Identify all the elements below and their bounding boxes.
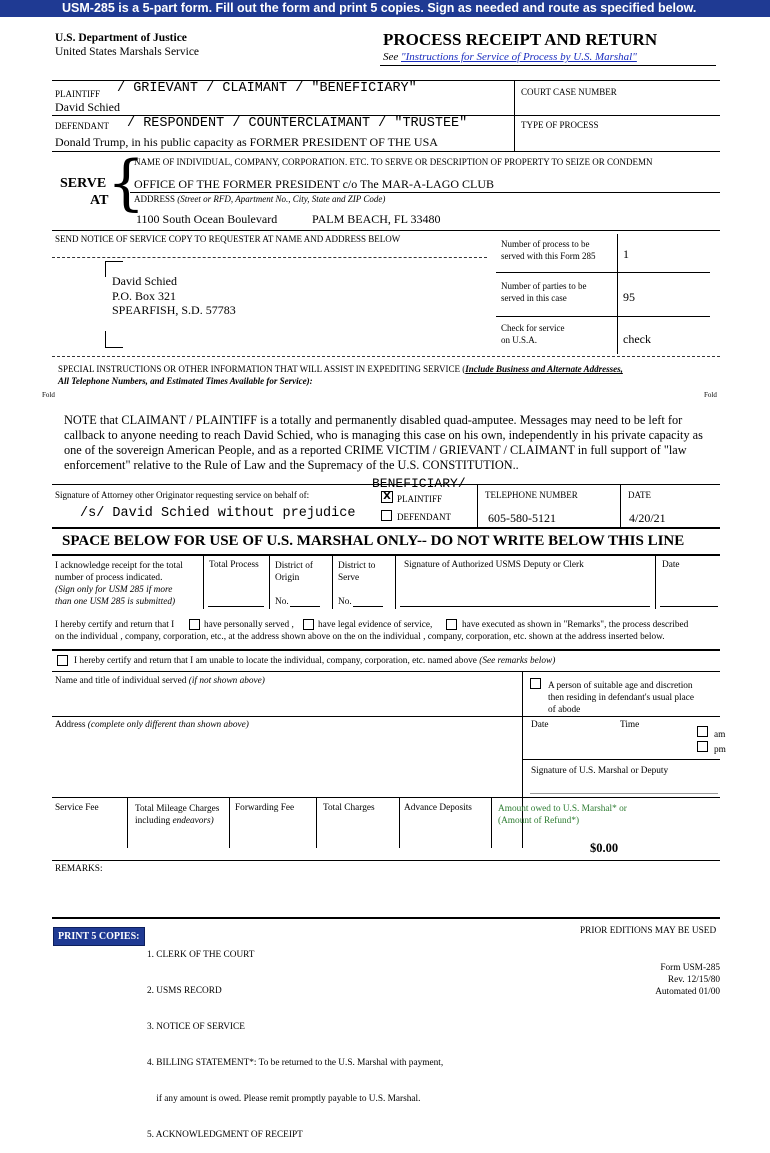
personally-served-checkbox[interactable] [189, 619, 200, 630]
total-process-label: Total Process [209, 560, 259, 570]
date-value[interactable]: 4/20/21 [629, 511, 666, 525]
copies-list [147, 925, 443, 1153]
form-title: PROCESS RECEIPT AND RETURN [383, 30, 658, 49]
executed-checkbox[interactable] [446, 619, 457, 630]
check-service-value[interactable]: check [623, 332, 651, 346]
form-info: Form USM-285 Rev. 12/15/80 Automated 01/00 [655, 963, 720, 997]
plaintiff-option-label: PLAINTIFF [397, 494, 443, 504]
ack-date-label: Date [662, 560, 680, 570]
forwarding-fee-label: Forwarding Fee [235, 803, 295, 813]
served-date-label: Date [531, 720, 549, 730]
marshal-signature-label: Signature of U.S. Marshal or Deputy [531, 766, 669, 776]
suitable-age-label: A person of suitable age and discretion then residing in defendant's usual place of abode [548, 681, 694, 715]
marshal-only-header: SPACE BELOW FOR USE OF U.S. MARSHAL ONLY-- DO NOT WRITE BELOW THIS LINE [62, 533, 685, 549]
service-fee-label: Service Fee [55, 803, 99, 813]
unable-locate-label: I hereby certify and return that I am unable to locate the individual, company, corporation, etc. named above (See remarks below) [74, 656, 556, 666]
defendant-option-label: DEFENDANT [397, 512, 451, 522]
process-count-value[interactable]: 1 [623, 247, 629, 261]
parties-count-value[interactable]: 95 [623, 290, 635, 304]
legal-evidence-checkbox[interactable] [303, 619, 314, 630]
signature-typed-overlay: BENEFICIARY/ [372, 476, 466, 491]
parties-count-label: Number of parties to be served in this case [501, 281, 587, 303]
court-case-number-label: COURT CASE NUMBER [521, 87, 617, 97]
serve-address-label: ADDRESS (Street or RFD, Apartment No., City, State and ZIP Code) [134, 194, 386, 204]
serve-at-label: AT [90, 193, 109, 208]
special-instructions-label: SPECIAL INSTRUCTIONS OR OTHER INFORMATION THAT WILL ASSIST IN EXPEDITING SERVICE (Include Business and Alternate Addresses, [58, 364, 623, 374]
certify-line-1: I hereby certify and return that I [55, 620, 175, 630]
notice-address-line2[interactable]: P.O. Box 321 [112, 289, 177, 303]
notice-address-line3[interactable]: SPEARFISH, S.D. 57783 [112, 303, 236, 317]
agency-dept: U.S. Department of Justice [55, 32, 187, 44]
process-count-label: Number of process to be served with this Form 285 [501, 239, 596, 261]
remarks-label: REMARKS: [55, 864, 103, 874]
am-checkbox[interactable] [697, 726, 708, 737]
suitable-age-checkbox[interactable] [530, 678, 541, 689]
agency-service: United States Marshals Service [55, 46, 200, 58]
legal-evidence-label: have legal evidence of service, [318, 620, 433, 630]
fold-right: Fold [704, 391, 717, 399]
copy-1: 1. CLERK OF THE COURT [147, 950, 255, 960]
amount-owed-label: Amount owed to U.S. Marshal* or (Amount of Refund*) [498, 804, 627, 826]
district-origin-no: No. [275, 597, 289, 607]
served-address-label: Address (complete only different than shown above) [55, 720, 249, 730]
signature-value[interactable]: /s/ David Schied without prejudice [80, 506, 356, 521]
personally-served-label: have personally served , [204, 620, 294, 630]
telephone-value[interactable]: 605-580-5121 [488, 511, 556, 525]
serve-name-value[interactable]: OFFICE OF THE FORMER PRESIDENT c/o The MAR-A-LAGO CLUB [134, 177, 495, 191]
special-instructions-label-2: All Telephone Numbers, and Estimated Times Available for Service): [58, 376, 313, 386]
plaintiff-value[interactable]: David Schied [55, 100, 120, 114]
district-serve-no: No. [338, 597, 352, 607]
serve-address-street[interactable]: 1100 South Ocean Boulevard [136, 212, 278, 226]
instructions-reference [383, 51, 637, 63]
print-copies-button[interactable]: PRINT 5 COPIES: [53, 927, 145, 946]
plaintiff-typed: / GRIEVANT / CLAIMANT / "BENEFICIARY" [117, 81, 417, 96]
top-banner: USM-285 is a 5-part form. Fill out the form and print 5 copies. Sign as needed and route as specified below. [0, 0, 770, 17]
pm-label: pm [714, 745, 726, 755]
ack-text: I acknowledge receipt for the total number of process indicated. (Sign only for USM 285 if more than one USM 285 is submitted) [55, 561, 183, 607]
check-service-label: Check for service on U.S.A. [501, 323, 565, 345]
date-label: DATE [628, 490, 651, 500]
am-label: am [714, 730, 726, 740]
serve-name-label: NAME OF INDIVIDUAL, COMPANY, CORPORATION. ETC. TO SERVE OR DESCRIPTION OF PROPERTY TO SEIZE OR CONDEMN [134, 157, 653, 167]
executed-label: have executed as shown in "Remarks", the process described [462, 620, 689, 630]
defendant-label: DEFENDANT [55, 121, 109, 131]
defendant-value[interactable]: Donald Trump, in his public capacity as FORMER PRESIDENT OF THE USA [55, 135, 438, 149]
type-of-process-label: TYPE OF PROCESS [521, 120, 599, 130]
total-charges-label: Total Charges [323, 803, 375, 813]
prior-editions: PRIOR EDITIONS MAY BE USED [580, 926, 717, 936]
certify-line-2: on the individual , company, corporation, etc., at the address shown above on the on the individual , company, corporation, etc. shown at the address inserted below. [55, 632, 665, 642]
served-time-label: Time [620, 720, 640, 730]
serve-brace: { [107, 148, 146, 218]
defendant-checkbox[interactable] [381, 510, 392, 521]
district-serve-label: District to Serve [338, 561, 376, 583]
copy-4: 4. BILLING STATEMENT*: To be returned to the U.S. Marshal with payment, [147, 1058, 444, 1068]
mileage-label: Total Mileage Charges including endeavors) [135, 804, 220, 826]
copy-4b: if any amount is owed. Please remit promptly payable to U.S. Marshal. [147, 1094, 421, 1104]
see-prefix: See [383, 51, 402, 63]
serve-label: SERVE [60, 176, 107, 191]
copy-3: 3. NOTICE OF SERVICE [147, 1022, 245, 1032]
served-name-title-label: Name and title of individual served (if not shown above) [55, 676, 265, 686]
fold-left: Fold [42, 391, 55, 399]
defendant-typed: / RESPONDENT / COUNTERCLAIMANT / "TRUSTEE" [127, 116, 468, 131]
advance-deposits-label: Advance Deposits [404, 803, 472, 813]
serve-address-city[interactable]: PALM BEACH, FL 33480 [312, 212, 441, 226]
send-notice-label: SEND NOTICE OF SERVICE COPY TO REQUESTER AT NAME AND ADDRESS BELOW [55, 234, 401, 244]
copy-5: 5. ACKNOWLEDGMENT OF RECEIPT [147, 1130, 303, 1140]
telephone-label: TELEPHONE NUMBER [485, 490, 578, 500]
instructions-link[interactable]: "Instructions for Service of Process by U.S. Marshal" [401, 51, 637, 63]
signature-label: Signature of Attorney other Originator requesting service on behalf of: [55, 490, 310, 500]
amount-owed-value[interactable]: $0.00 [590, 841, 619, 855]
district-origin-label: District of Origin [275, 561, 313, 583]
plaintiff-checkbox[interactable]: X [381, 491, 393, 503]
copy-2: 2. USMS RECORD [147, 986, 222, 996]
pm-checkbox[interactable] [697, 741, 708, 752]
plaintiff-label: PLAINTIFF [55, 89, 101, 99]
special-instructions-note[interactable]: NOTE that CLAIMANT / PLAINTIFF is a totally and permanently disabled quad-amputee. Messages may need to be left for callback to anyone needing to reach David Schied, who is managing this case on his own, independently in his private capacity as one of the sovereign American People, and as a reported CRIME VICTIM / GRIEVANT / CLAIMANT in full support of "law enforcement" relative to the Rule of Law and the Supremacy of the U.S. CONSTITUTION.. [64, 413, 703, 472]
deputy-signature-label: Signature of Authorized USMS Deputy or Clerk [404, 560, 584, 570]
notice-address-line1[interactable]: David Schied [112, 274, 177, 288]
unable-locate-checkbox[interactable] [57, 655, 68, 666]
